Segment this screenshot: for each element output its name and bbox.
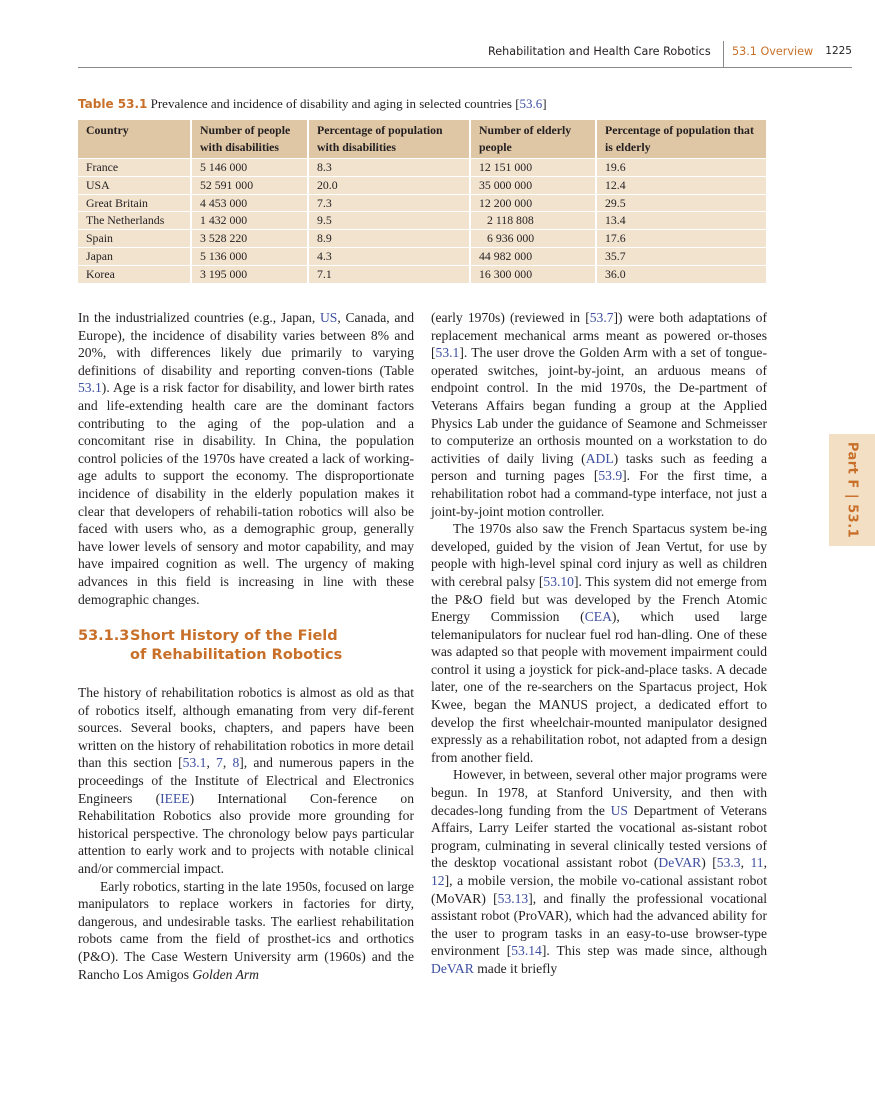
text-run: ) International Con-ference on Rehabilitation Robotics also provide more grounding for historical perspective. The chronology below pays particular attention to early work and to projects with notable clinical and/or commercial impact. — [78, 790, 415, 877]
text-run: However, in between, several other major programs were begun. In 1978, at Stanford University, and then with decades-long funding from the — [431, 767, 767, 818]
table-cell: 36.0 — [596, 265, 766, 282]
table-row — [78, 212, 766, 230]
table-row — [78, 247, 766, 265]
table-cell: 35 000 000 — [470, 176, 596, 194]
text-run: ], and finally the professional vocational assistant robot (ProVAR), which had the advanced ability for the user to program tasks in an easy-to-use browser-type environment [ — [431, 890, 768, 959]
table-cell: 8.3 — [308, 159, 470, 177]
table-cell: 16 300 000 — [470, 265, 596, 282]
citation-link[interactable]: 53.10 — [543, 573, 574, 589]
table-caption-text: Prevalence and incidence of disability and aging in selected countries [ — [150, 96, 520, 111]
citation-link[interactable]: 53.1 — [182, 755, 207, 771]
table-cell: 35.7 — [596, 247, 766, 265]
section-title-line2: of Rehabilitation Robotics — [130, 647, 343, 664]
table-header: Percentage of population that is elderly — [596, 120, 766, 159]
header-divider — [723, 41, 724, 67]
abbrev-link[interactable]: US — [319, 310, 338, 325]
table-cell: 29.5 — [596, 194, 766, 212]
table-cell: 5 146 000 — [191, 159, 308, 177]
citation-link[interactable]: 53.14 — [511, 943, 542, 959]
paragraph — [431, 766, 767, 977]
text-run: (early 1970s) (reviewed in [ — [431, 310, 590, 325]
text-run: The history of rehabilitation robotics is almost as old as that of robotics itself, although emanating from very dif-ferent sources. Several books, chapters, and papers have been written on the history of rehabilitation robotics in more detail than this section [ — [78, 685, 414, 771]
running-section: 53.1 Overview — [732, 45, 814, 58]
abbrev-link[interactable]: US — [610, 802, 628, 818]
table-cell: 20.0 — [308, 176, 470, 194]
table-row — [78, 265, 766, 282]
citation-link[interactable]: 11 — [750, 855, 764, 871]
text-run: , — [206, 755, 217, 771]
citation-link[interactable]: 8 — [232, 755, 240, 771]
text-run: ]) were both adaptations of replacement mechanical arms meant as powered or-thoses [ — [431, 310, 767, 361]
text-run: ]. This system did not emerge from the P&O field but was developed by the French Atomic Energy Commission ( — [431, 573, 767, 625]
table-row — [78, 230, 766, 248]
text-run: In the industrialized countries (e.g., Japan, — [78, 310, 320, 325]
table-caption-ref[interactable]: 53.6 — [519, 96, 543, 111]
table-cell: France — [78, 159, 191, 177]
disability-table — [78, 120, 766, 283]
running-title: Rehabilitation and Health Care Robotics — [488, 45, 711, 58]
text-run: , — [740, 855, 751, 871]
left-column — [78, 309, 414, 983]
table-cell: Spain — [78, 230, 191, 248]
text-run: , — [222, 755, 233, 771]
text-run: Department of Veterans Affairs, Larry Leifer started the vocational as-sistant robot program, culminating in several clinically tested versions of the desktop vocational assistant robot ( — [431, 802, 767, 871]
text-run: ) [ — [701, 855, 717, 871]
table-caption-end: ] — [542, 96, 547, 111]
text-run: ). Age is a risk factor for disability, and lower birth rates and life-extending health care are the dominant factors contributing to the aging of the pop-ulation and a concomitant rise in disability. In China, the population control policies of the 1970s have created a lack of working-age adults to support the economy. The disproportionate incidence of disability in the elderly population makes it clear that developers of rehabili-tation robotics will also be faced with users who, as a demographic group, generally have lower levels of sensory and motor capability, and may have impaired cognition as well. The urgency of making advances in this field is increasing in line with these demographic changes. — [78, 380, 414, 607]
paragraph — [78, 309, 414, 608]
table-cell: 1 432 000 — [191, 212, 308, 230]
text-run: made it briefly — [473, 960, 558, 976]
side-tab-label: Part F | 53.1 — [844, 441, 860, 539]
page-number: 1225 — [825, 45, 852, 57]
table-cell: 3 195 000 — [191, 265, 308, 282]
text-run: Early robotics, starting in the late 1950s, focused on large manipulators to replace workers in factories for dirty, dangerous, and undesirable tasks. The earliest rehabilitation robots came from the field of prosthet-ics and orthotics (P&O). The Case Western University arm (1960s) and the Rancho Los Amigos — [78, 878, 414, 982]
table-cell: 17.6 — [596, 230, 766, 248]
table-row — [78, 176, 766, 194]
table-cell: 12 200 000 — [470, 194, 596, 212]
text-run: ]. The user drove the Golden Arm with a set of tongue-operated switches, joint-by-joint, an arduous means of endpoint control. In the mid 1970s, the De-partment of Veterans Affairs began funding a group at the Applied Physics Lab under the guidance of Seamone and Schmeisser to computerize an orthosis mounted on a workstation to do activities of daily living ( — [431, 345, 767, 466]
table-cell: 7.1 — [308, 265, 470, 282]
table-cell: 8.9 — [308, 230, 470, 248]
paragraph — [431, 520, 767, 766]
text-run: ], and numerous papers in the proceedings of the Institute of Electrical and Electronics Engineers ( — [78, 755, 415, 806]
citation-link[interactable]: 53.3 — [716, 855, 741, 871]
section-title-line1: Short History of the Field — [130, 628, 338, 645]
table-cell: 5 136 000 — [191, 247, 308, 265]
section-heading — [78, 627, 414, 665]
table-cell: 12 151 000 — [470, 159, 596, 177]
text-run: ], a mobile version, the mobile vo-cational assistant robot (MoVAR) [ — [431, 873, 767, 906]
table-header: Number of elderly people — [470, 120, 596, 159]
table-cell: 4.3 — [308, 247, 470, 265]
table-cell: Korea — [78, 265, 191, 282]
citation-link[interactable]: 7 — [216, 755, 223, 771]
abbrev-link[interactable]: IEEE — [160, 790, 190, 806]
abbrev-link[interactable]: DeVAR — [658, 855, 702, 871]
table-row — [78, 194, 766, 212]
abbrev-link[interactable]: CEA — [584, 609, 612, 625]
part-side-tab — [829, 434, 875, 546]
table-cell: Great Britain — [78, 194, 191, 212]
table-header: Country — [78, 120, 191, 159]
citation-link[interactable]: 53.7 — [589, 310, 614, 325]
table-cell: The Netherlands — [78, 212, 191, 230]
table-caption-label: Table 53.1 — [78, 97, 148, 111]
table-cell: Japan — [78, 247, 191, 265]
text-run: ) tasks such as feeding a person and turning pages [ — [431, 450, 767, 484]
paragraph — [78, 878, 414, 984]
table-cell: 3 528 220 — [191, 230, 308, 248]
paragraph — [431, 309, 767, 520]
table-cell: 4 453 000 — [191, 194, 308, 212]
table-cell: 19.6 — [596, 159, 766, 177]
citation-link[interactable]: 53.9 — [598, 468, 623, 484]
text-run: , — [763, 855, 768, 871]
running-header — [78, 41, 852, 68]
right-column — [431, 309, 767, 978]
abbrev-link[interactable]: DeVAR — [431, 960, 474, 976]
text-run: ]. This step was made since, although — [541, 943, 767, 959]
table-cell: 52 591 000 — [191, 176, 308, 194]
citation-link[interactable]: 53.1 — [435, 345, 460, 361]
table-cell: USA — [78, 176, 191, 194]
text-run: ), which used large telemanipulators for nuclear fuel rod han-dling. One of these was adapted so that people with movement impairment could control it using a joystick for pick-and-place tasks. A decade later, one of the re-searchers on the Spartacus project, Hok Kwee, began the MANUS project, a dedicated effort to develop the first wheelchair-mounted manipulator designed expressly as a rehabilitation robot, not adapted from a design from another field. — [431, 609, 767, 765]
abbrev-link[interactable]: ADL — [585, 450, 614, 466]
table-cell: 12.4 — [596, 176, 766, 194]
table-row — [78, 159, 766, 177]
citation-link[interactable]: 53.13 — [497, 890, 529, 906]
table-ref-link[interactable]: 53.1 — [78, 380, 102, 396]
text-run: ]. For the first time, a rehabilitation robot had a command-type interface, not just a joint-by-joint motion controller. — [431, 468, 767, 519]
section-number: 53.1.3 — [78, 628, 130, 645]
table-header-row — [78, 120, 766, 159]
table-cell: 13.4 — [596, 212, 766, 230]
citation-link[interactable]: 12 — [431, 873, 445, 888]
table-caption — [78, 96, 547, 112]
table-header: Percentage of population with disabilities — [308, 120, 470, 159]
text-run: , Canada, and Europe), the incidence of disability varies between 8% and 20%, with differences likely due primarily to varying definitions of disability and reporting conven-tions (Table — [78, 310, 415, 378]
paragraph — [78, 684, 414, 878]
table-cell: 2 118 808 — [470, 212, 596, 230]
table-header: Number of people with disabilities — [191, 120, 308, 159]
table-cell: 6 936 000 — [470, 230, 596, 248]
emphasis-text: Golden Arm — [192, 966, 260, 982]
table-cell: 44 982 000 — [470, 247, 596, 265]
text-run: The 1970s also saw the French Spartacus system be-ing developed, guided by the vision of Jean Vertut, for use by people with high-level spinal cord injury as well as children with cerebral palsy [ — [431, 521, 767, 589]
table-cell: 9.5 — [308, 212, 470, 230]
table-cell: 7.3 — [308, 194, 470, 212]
